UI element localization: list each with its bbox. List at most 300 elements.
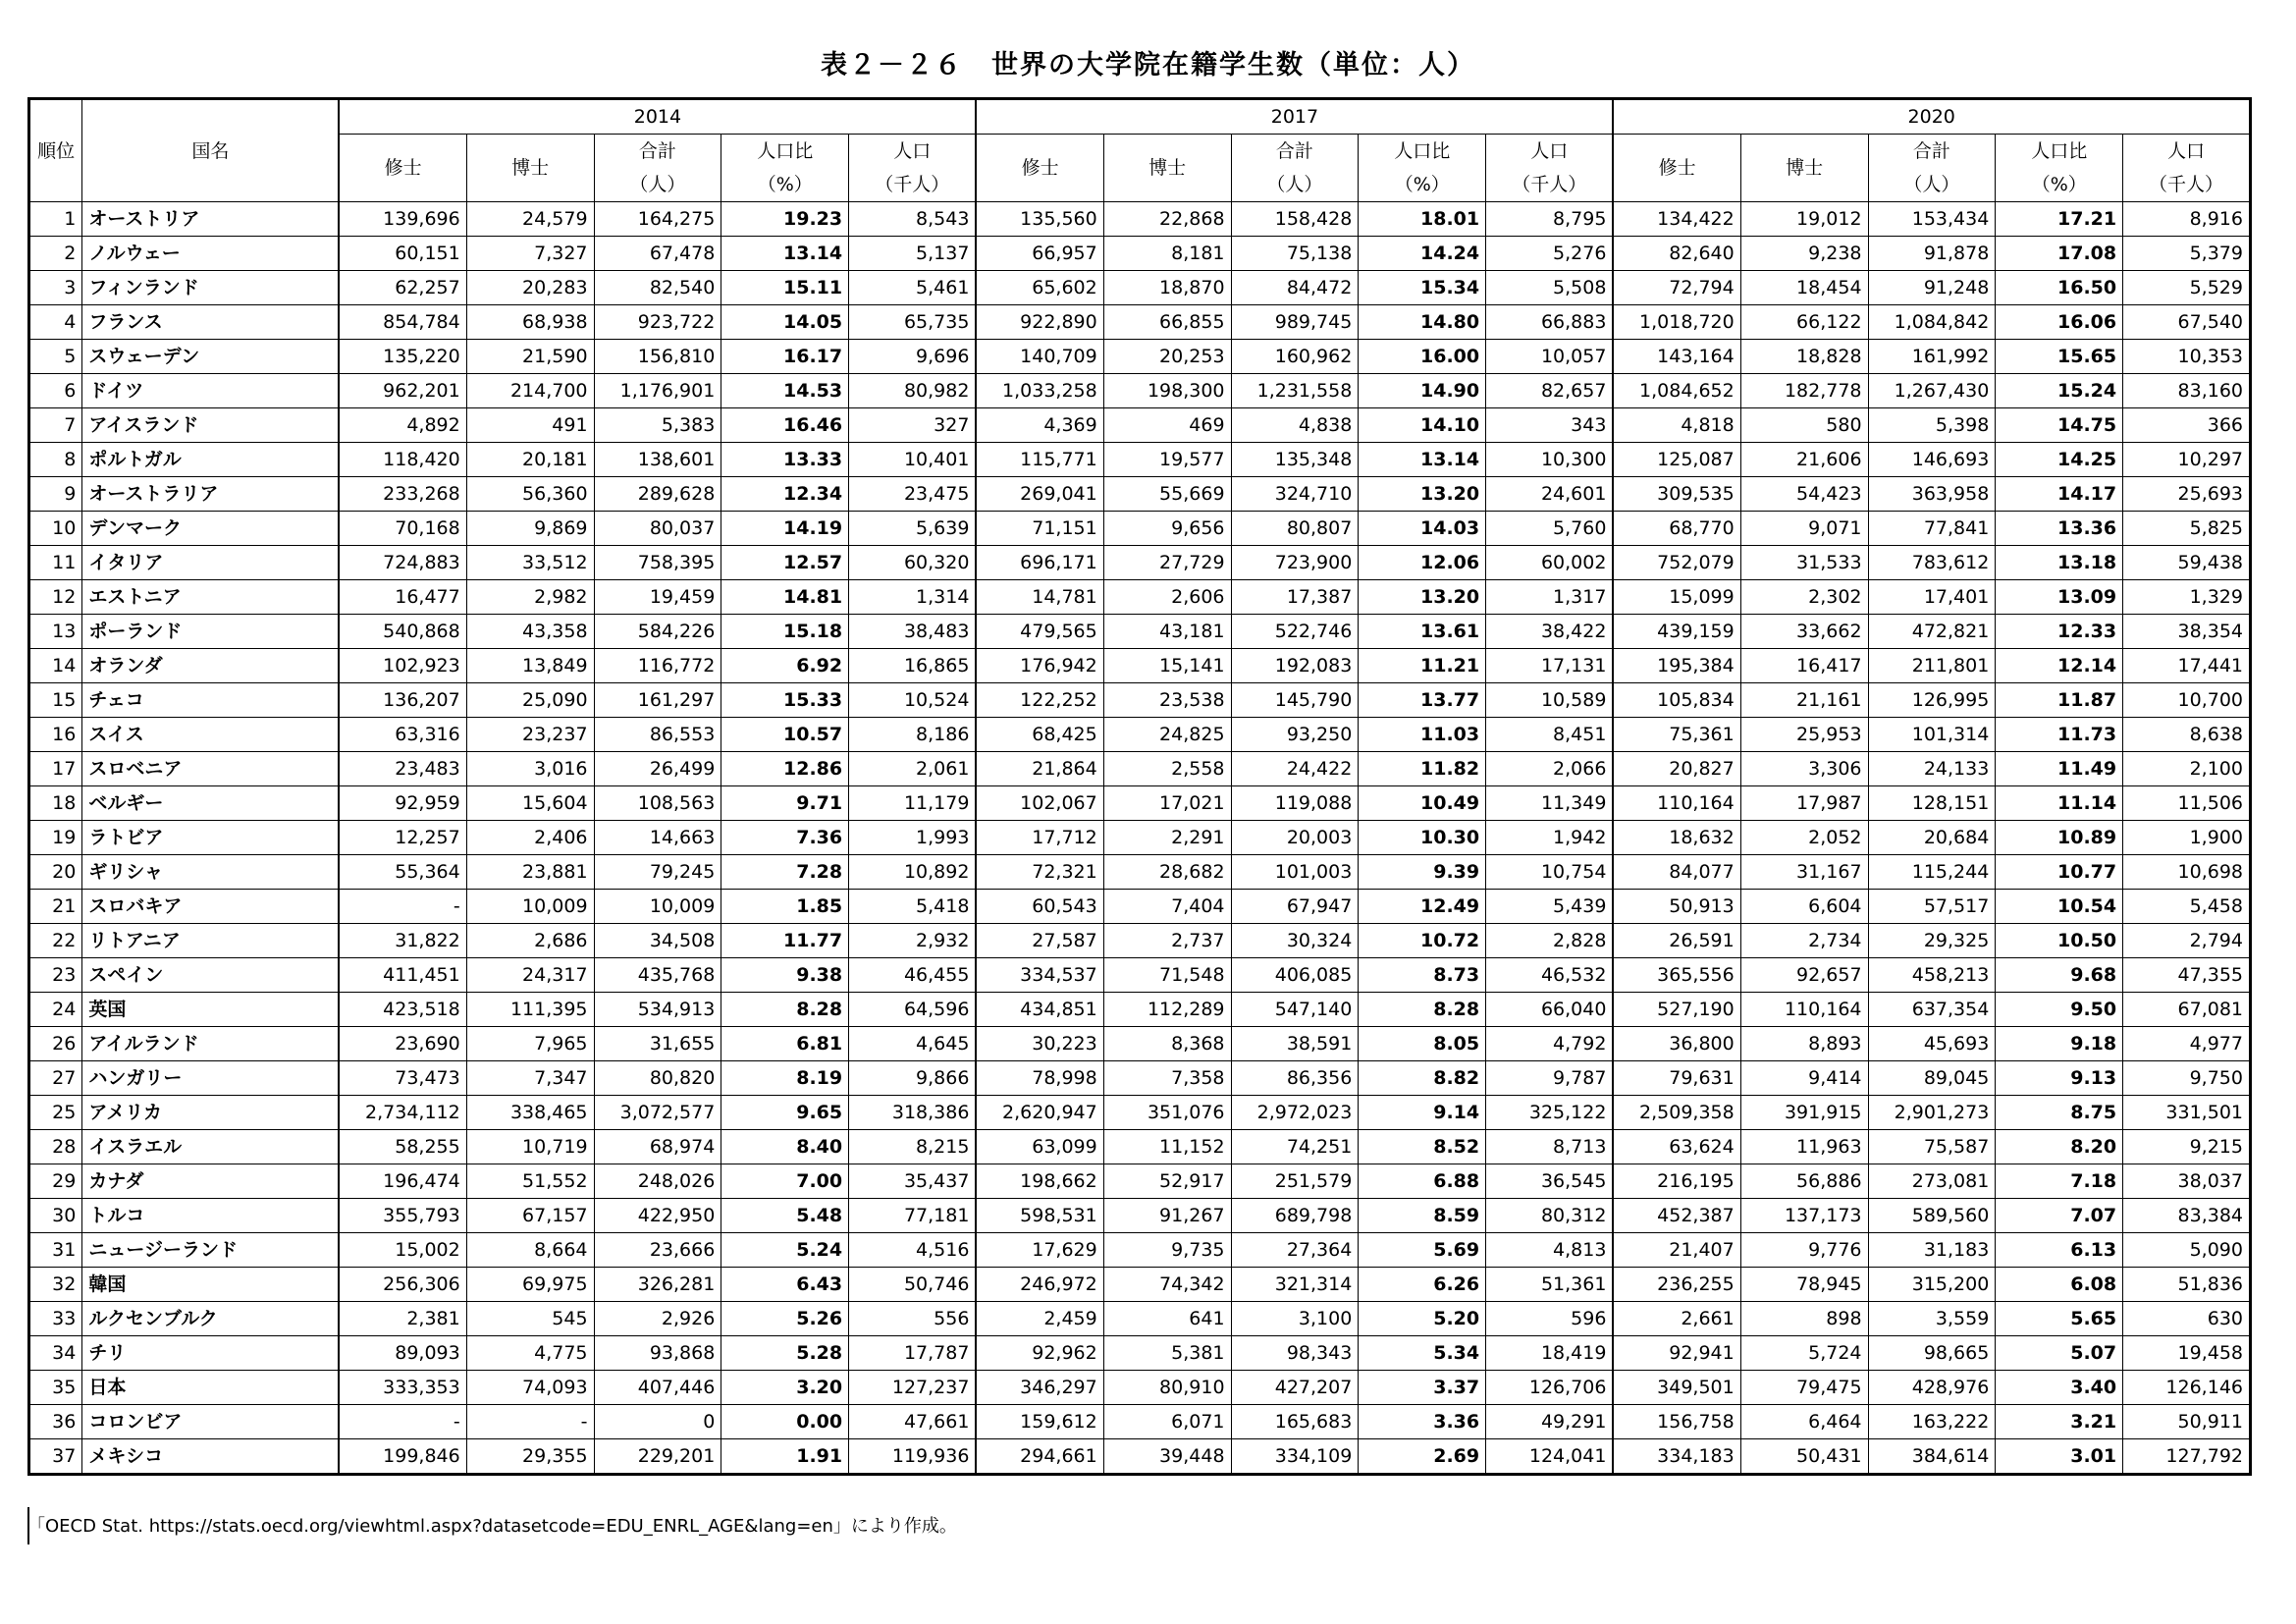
column-header: 人口比 [1996,135,2123,169]
value-cell: 2,558 [1103,752,1231,786]
ratio-cell: 15.18 [721,615,849,649]
value-cell: 2,381 [339,1302,466,1336]
rank-cell: 15 [29,683,82,718]
value-cell: 79,475 [1740,1371,1868,1405]
value-cell: 51,552 [466,1164,594,1199]
value-cell: 50,911 [2123,1405,2251,1439]
value-cell: 78,998 [976,1061,1103,1096]
table-row [29,1027,2251,1061]
value-cell: 325,122 [1486,1096,1614,1130]
value-cell: 26,499 [594,752,721,786]
value-cell: 156,758 [1613,1405,1740,1439]
country-cell: スロベニア [82,752,340,786]
value-cell: 236,255 [1613,1268,1740,1302]
value-cell: 82,640 [1613,237,1740,271]
ratio-cell: 3.36 [1359,1405,1486,1439]
value-cell: 5,458 [2123,890,2251,924]
column-header: 合計 [594,135,721,169]
value-cell: 547,140 [1231,993,1359,1027]
value-cell: 71,548 [1103,958,1231,993]
ratio-cell: 16.17 [721,340,849,374]
value-cell: 334,183 [1613,1439,1740,1475]
value-cell: 92,959 [339,786,466,821]
value-cell: 112,289 [1103,993,1231,1027]
rank-cell: 1 [29,202,82,237]
value-cell: 46,532 [1486,958,1614,993]
column-header-unit: （千人） [2123,168,2251,202]
ratio-cell: 6.08 [1996,1268,2123,1302]
ratio-cell: 9.39 [1359,855,1486,890]
table-row [29,1199,2251,1233]
value-cell: 18,870 [1103,271,1231,305]
value-cell: 5,090 [2123,1233,2251,1268]
value-cell: 10,297 [2123,443,2251,477]
value-cell: 8,215 [849,1130,977,1164]
value-cell: 343 [1486,408,1614,443]
value-cell: 3,306 [1740,752,1868,786]
value-cell: 10,589 [1486,683,1614,718]
value-cell: 9,787 [1486,1061,1614,1096]
table-row [29,786,2251,821]
table-row [29,1164,2251,1199]
rank-cell: 27 [29,1061,82,1096]
value-cell: 80,312 [1486,1199,1614,1233]
value-cell: 14,663 [594,821,721,855]
value-cell: 1,267,430 [1868,374,1996,408]
value-cell: 84,472 [1231,271,1359,305]
value-cell: 6,604 [1740,890,1868,924]
value-cell: 2,661 [1613,1302,1740,1336]
value-cell: 124,041 [1486,1439,1614,1475]
column-header-unit: （%） [1996,168,2123,202]
value-cell: 318,386 [849,1096,977,1130]
value-cell: 47,355 [2123,958,2251,993]
value-cell: 19,458 [2123,1336,2251,1371]
ratio-cell: 12.86 [721,752,849,786]
country-header: 国名 [82,99,340,202]
column-header: 人口 [2123,135,2251,169]
value-cell: 126,995 [1868,683,1996,718]
country-cell: スロバキア [82,890,340,924]
value-cell: 54,423 [1740,477,1868,512]
value-cell: 21,864 [976,752,1103,786]
value-cell: 5,760 [1486,512,1614,546]
value-cell: 5,508 [1486,271,1614,305]
ratio-cell: 15.33 [721,683,849,718]
country-cell: ルクセンブルク [82,1302,340,1336]
value-cell: 176,942 [976,649,1103,683]
value-cell: 1,084,652 [1613,374,1740,408]
country-cell: トルコ [82,1199,340,1233]
value-cell: 24,825 [1103,718,1231,752]
value-cell: 15,604 [466,786,594,821]
ratio-cell: 8.28 [1359,993,1486,1027]
value-cell: 38,354 [2123,615,2251,649]
column-header: 博士 [1103,135,1231,202]
value-cell: 556 [849,1302,977,1336]
ratio-cell: 9.38 [721,958,849,993]
value-cell: 5,639 [849,512,977,546]
value-cell: 2,061 [849,752,977,786]
value-cell: 105,834 [1613,683,1740,718]
value-cell: 1,942 [1486,821,1614,855]
country-cell: アイルランド [82,1027,340,1061]
value-cell: 545 [466,1302,594,1336]
value-cell: 21,590 [466,340,594,374]
ratio-cell: 8.59 [1359,1199,1486,1233]
value-cell: 115,771 [976,443,1103,477]
value-cell: 58,255 [339,1130,466,1164]
value-cell: 23,538 [1103,683,1231,718]
value-cell: 20,283 [466,271,594,305]
value-cell: 4,977 [2123,1027,2251,1061]
value-cell: 580 [1740,408,1868,443]
value-cell: 67,947 [1231,890,1359,924]
table-row [29,1130,2251,1164]
rank-cell: 28 [29,1130,82,1164]
country-cell: 韓国 [82,1268,340,1302]
value-cell: 598,531 [976,1199,1103,1233]
ratio-cell: 3.20 [721,1371,849,1405]
value-cell: 57,517 [1868,890,1996,924]
ratio-cell: 8.05 [1359,1027,1486,1061]
table-row [29,1302,2251,1336]
value-cell: 68,938 [466,305,594,340]
value-cell: 8,713 [1486,1130,1614,1164]
value-cell: 75,361 [1613,718,1740,752]
value-cell: 17,387 [1231,580,1359,615]
value-cell: 55,669 [1103,477,1231,512]
value-cell: 21,161 [1740,683,1868,718]
ratio-cell: 14.19 [721,512,849,546]
value-cell: 119,088 [1231,786,1359,821]
ratio-cell: 17.21 [1996,202,2123,237]
value-cell: 56,360 [466,477,594,512]
value-cell: 125,087 [1613,443,1740,477]
value-cell: 135,220 [339,340,466,374]
value-cell: 256,306 [339,1268,466,1302]
value-cell: 196,474 [339,1164,466,1199]
value-cell: 246,972 [976,1268,1103,1302]
value-cell: 5,381 [1103,1336,1231,1371]
value-cell: 9,696 [849,340,977,374]
value-cell: 91,248 [1868,271,1996,305]
value-cell: 9,869 [466,512,594,546]
column-header: 合計 [1231,135,1359,169]
value-cell: 156,810 [594,340,721,374]
ratio-cell: 11.49 [1996,752,2123,786]
value-cell: 145,790 [1231,683,1359,718]
country-cell: ポルトガル [82,443,340,477]
value-cell: 10,300 [1486,443,1614,477]
ratio-cell: 13.33 [721,443,849,477]
value-cell: 1,900 [2123,821,2251,855]
value-cell: 5,529 [2123,271,2251,305]
ratio-cell: 16.06 [1996,305,2123,340]
value-cell: 17,629 [976,1233,1103,1268]
table-row [29,1405,2251,1439]
ratio-cell: 5.69 [1359,1233,1486,1268]
value-cell: 10,700 [2123,683,2251,718]
value-cell: 8,916 [2123,202,2251,237]
value-cell: 458,213 [1868,958,1996,993]
year-header-2017: 2017 [976,99,1613,135]
ratio-cell: 2.69 [1359,1439,1486,1475]
country-cell: オーストリア [82,202,340,237]
value-cell: 216,195 [1613,1164,1740,1199]
rank-cell: 32 [29,1268,82,1302]
ratio-cell: 14.53 [721,374,849,408]
value-cell: 758,395 [594,546,721,580]
value-cell: 18,632 [1613,821,1740,855]
value-cell: 89,045 [1868,1061,1996,1096]
value-cell: 60,002 [1486,546,1614,580]
value-cell: 91,878 [1868,237,1996,271]
ratio-cell: 7.18 [1996,1164,2123,1199]
value-cell: 435,768 [594,958,721,993]
table-row [29,580,2251,615]
table-title: 表２－２６ 世界の大学院在籍学生数（単位：人） [821,50,1475,81]
ratio-cell: 14.81 [721,580,849,615]
value-cell: 315,200 [1868,1268,1996,1302]
value-cell: 198,662 [976,1164,1103,1199]
value-cell: 62,257 [339,271,466,305]
value-cell: 60,320 [849,546,977,580]
ratio-cell: 8.82 [1359,1061,1486,1096]
country-cell: フィンランド [82,271,340,305]
column-header: 修士 [1613,135,1740,202]
value-cell: 118,420 [339,443,466,477]
value-cell: 2,926 [594,1302,721,1336]
value-cell: 46,455 [849,958,977,993]
value-cell: 351,076 [1103,1096,1231,1130]
rank-cell: 18 [29,786,82,821]
country-cell: カナダ [82,1164,340,1199]
column-header-unit: （%） [721,168,849,202]
country-cell: リトアニア [82,924,340,958]
value-cell: 30,324 [1231,924,1359,958]
value-cell: 469 [1103,408,1231,443]
value-cell: 158,428 [1231,202,1359,237]
ratio-cell: 6.26 [1359,1268,1486,1302]
country-cell: エストニア [82,580,340,615]
ratio-cell: 10.54 [1996,890,2123,924]
country-cell: チリ [82,1336,340,1371]
ratio-cell: 14.90 [1359,374,1486,408]
value-cell: 35,437 [849,1164,977,1199]
value-cell: 2,459 [976,1302,1103,1336]
rank-cell: 9 [29,477,82,512]
value-cell: 4,813 [1486,1233,1614,1268]
value-cell: 2,901,273 [1868,1096,1996,1130]
ratio-cell: 5.65 [1996,1302,2123,1336]
ratio-cell: 12.06 [1359,546,1486,580]
source-footnote: 「OECD Stat. https://stats.oecd.org/viewhtml.aspx?datasetcode=EDU_ENRL_AGE&lang=en」により作成。 [27,1516,957,1537]
value-cell: 1,314 [849,580,977,615]
value-cell: 80,820 [594,1061,721,1096]
value-cell: 77,181 [849,1199,977,1233]
ratio-cell: 5.26 [721,1302,849,1336]
value-cell: 18,828 [1740,340,1868,374]
country-cell: チェコ [82,683,340,718]
ratio-cell: 8.52 [1359,1130,1486,1164]
value-cell: 5,398 [1868,408,1996,443]
value-cell: 1,176,901 [594,374,721,408]
value-cell: 34,508 [594,924,721,958]
value-cell: 333,353 [339,1371,466,1405]
value-cell: 8,181 [1103,237,1231,271]
ratio-cell: 7.28 [721,855,849,890]
value-cell: 2,509,358 [1613,1096,1740,1130]
value-cell: 630 [2123,1302,2251,1336]
ratio-cell: 13.14 [721,237,849,271]
value-cell: 14,781 [976,580,1103,615]
table-row [29,1268,2251,1302]
value-cell: 5,383 [594,408,721,443]
table-row [29,237,2251,271]
value-cell: 137,173 [1740,1199,1868,1233]
ratio-cell: 14.05 [721,305,849,340]
ratio-cell: 11.14 [1996,786,2123,821]
country-cell: イスラエル [82,1130,340,1164]
value-cell: 365,556 [1613,958,1740,993]
rank-cell: 16 [29,718,82,752]
value-cell: 33,662 [1740,615,1868,649]
value-cell: 63,099 [976,1130,1103,1164]
value-cell: 13,849 [466,649,594,683]
ratio-cell: 9.65 [721,1096,849,1130]
table-row [29,512,2251,546]
rank-cell: 4 [29,305,82,340]
column-header-unit: （人） [1868,168,1996,202]
value-cell: 522,746 [1231,615,1359,649]
table-row [29,1371,2251,1405]
value-cell: 1,084,842 [1868,305,1996,340]
table-row [29,855,2251,890]
value-cell: 160,962 [1231,340,1359,374]
ratio-cell: 3.01 [1996,1439,2123,1475]
value-cell: 5,418 [849,890,977,924]
value-cell: 4,775 [466,1336,594,1371]
ratio-cell: 3.40 [1996,1371,2123,1405]
value-cell: 491 [466,408,594,443]
value-cell: 49,291 [1486,1405,1614,1439]
value-cell: 1,317 [1486,580,1614,615]
ratio-cell: 15.11 [721,271,849,305]
value-cell: 38,422 [1486,615,1614,649]
year-header-2020: 2020 [1613,99,2250,135]
value-cell: 68,770 [1613,512,1740,546]
ratio-cell: 5.07 [1996,1336,2123,1371]
value-cell: 391,915 [1740,1096,1868,1130]
value-cell: 102,067 [976,786,1103,821]
value-cell: 45,693 [1868,1027,1996,1061]
value-cell: 19,012 [1740,202,1868,237]
ratio-cell: 19.23 [721,202,849,237]
ratio-cell: 3.37 [1359,1371,1486,1405]
value-cell: 24,579 [466,202,594,237]
rank-cell: 12 [29,580,82,615]
value-cell: 29,325 [1868,924,1996,958]
value-cell: 8,893 [1740,1027,1868,1061]
value-cell: 67,540 [2123,305,2251,340]
value-cell: 19,577 [1103,443,1231,477]
value-cell: 20,003 [1231,821,1359,855]
value-cell: 211,801 [1868,649,1996,683]
table-row [29,890,2251,924]
value-cell: 5,137 [849,237,977,271]
value-cell: 331,501 [2123,1096,2251,1130]
table-row [29,752,2251,786]
table-row [29,1096,2251,1130]
value-cell: 182,778 [1740,374,1868,408]
rank-cell: 7 [29,408,82,443]
value-cell: 9,071 [1740,512,1868,546]
value-cell: 135,560 [976,202,1103,237]
ratio-cell: 14.80 [1359,305,1486,340]
value-cell: 38,037 [2123,1164,2251,1199]
value-cell: 1,018,720 [1613,305,1740,340]
value-cell: 52,917 [1103,1164,1231,1199]
value-cell: 11,506 [2123,786,2251,821]
ratio-cell: 7.36 [721,821,849,855]
value-cell: 427,207 [1231,1371,1359,1405]
value-cell: 9,776 [1740,1233,1868,1268]
ratio-cell: 13.61 [1359,615,1486,649]
table-row [29,477,2251,512]
value-cell: 134,422 [1613,202,1740,237]
ratio-cell: 8.40 [721,1130,849,1164]
value-cell: 26,591 [1613,924,1740,958]
value-cell: 7,347 [466,1061,594,1096]
value-cell: 355,793 [339,1199,466,1233]
value-cell: 20,827 [1613,752,1740,786]
value-cell: 6,071 [1103,1405,1231,1439]
value-cell: 21,407 [1613,1233,1740,1268]
value-cell: 2,406 [466,821,594,855]
value-cell: 1,993 [849,821,977,855]
value-cell: 8,368 [1103,1027,1231,1061]
ratio-cell: 14.03 [1359,512,1486,546]
ratio-cell: 14.24 [1359,237,1486,271]
rank-cell: 13 [29,615,82,649]
value-cell: - [339,890,466,924]
ratio-cell: 12.14 [1996,649,2123,683]
value-cell: 989,745 [1231,305,1359,340]
value-cell: 198,300 [1103,374,1231,408]
ratio-cell: 13.09 [1996,580,2123,615]
value-cell: 334,109 [1231,1439,1359,1475]
rank-cell: 35 [29,1371,82,1405]
value-cell: 854,784 [339,305,466,340]
ratio-cell: 10.72 [1359,924,1486,958]
value-cell: 10,401 [849,443,977,477]
ratio-cell: 11.87 [1996,683,2123,718]
value-cell: 43,358 [466,615,594,649]
country-cell: ニュージーランド [82,1233,340,1268]
value-cell: 4,369 [976,408,1103,443]
value-cell: 12,257 [339,821,466,855]
value-cell: 1,033,258 [976,374,1103,408]
ratio-cell: 9.50 [1996,993,2123,1027]
value-cell: 66,122 [1740,305,1868,340]
value-cell: 3,100 [1231,1302,1359,1336]
country-cell: ギリシャ [82,855,340,890]
ratio-cell: 13.20 [1359,477,1486,512]
ratio-cell: 14.75 [1996,408,2123,443]
rank-cell: 2 [29,237,82,271]
country-cell: ポーランド [82,615,340,649]
